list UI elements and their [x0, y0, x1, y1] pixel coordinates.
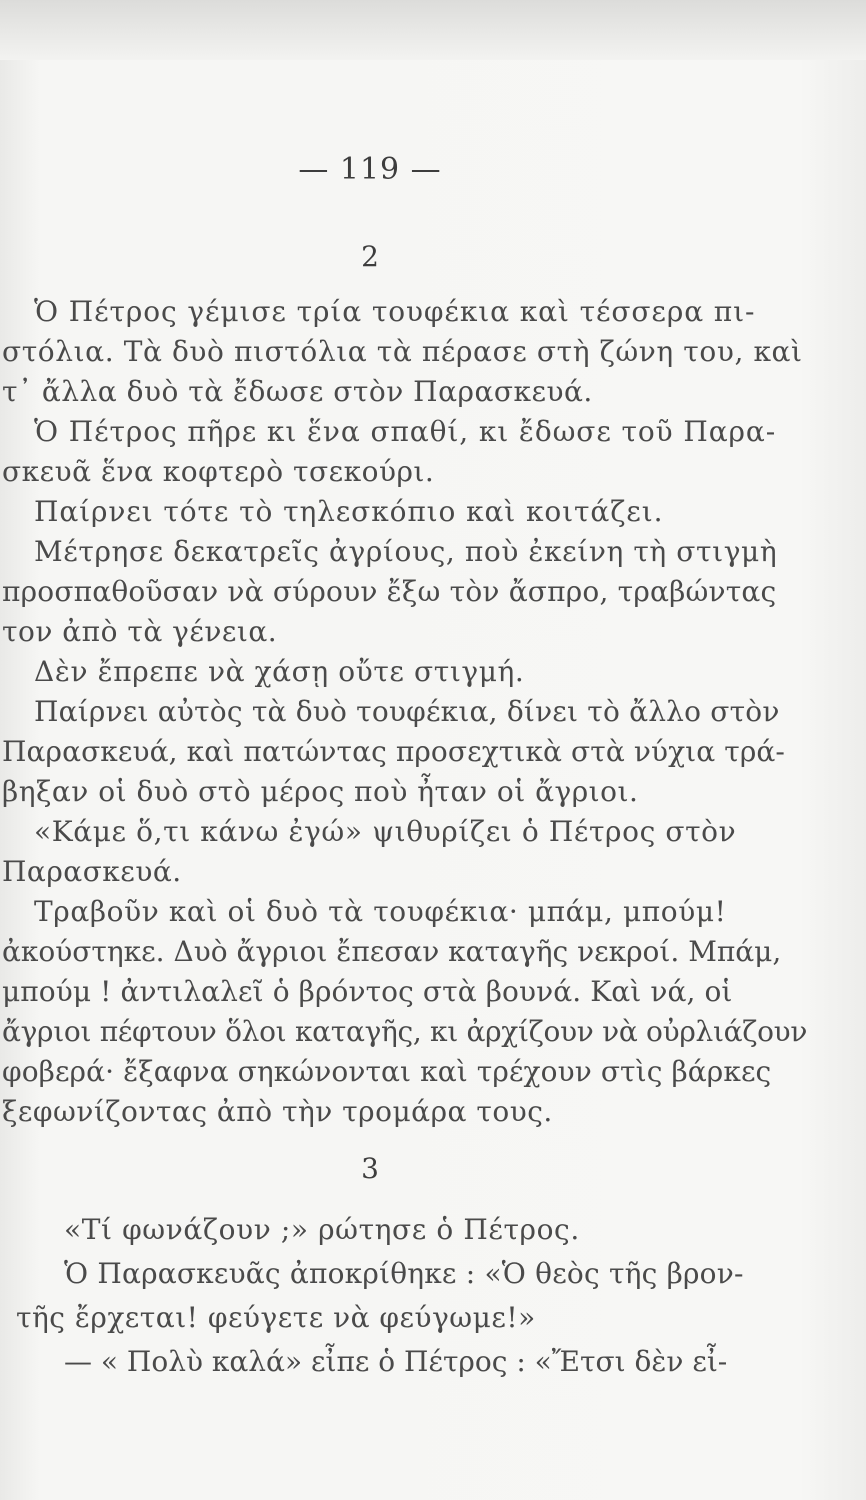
text-line: Παρασκευά, καὶ πατώντας προσεχτικὰ στὰ νύχια τρά-	[2, 735, 785, 768]
text-line: ἀκούστηκε. Δυὸ ἄγριοι ἔπεσαν καταγῆς νεκροί. Μπάμ,	[2, 935, 782, 968]
text-line: σκευᾶ ἕνα κοφτερὸ τσεκούρι.	[2, 455, 435, 488]
page-top-edge	[0, 0, 866, 60]
text-line: Παρασκευά.	[2, 855, 182, 888]
text-line: Δὲν ἔπρεπε νὰ χάσῃ οὔτε στιγμή.	[34, 655, 525, 688]
text-line: Παίρνει τότε τὸ τηλεσκόπιο καὶ κοιτάζει.	[34, 495, 664, 528]
text-line: Ὁ Παρασκευᾶς ἀποκρίθηκε : «Ὁ θεὸς τῆς βρον-	[64, 1257, 744, 1290]
text-line: Ὁ Πέτρος γέμισε τρία τουφέκια καὶ τέσσερα πι-	[34, 295, 756, 328]
text-line: τον ἀπὸ τὰ γένεια.	[2, 615, 278, 648]
text-line: τ᾽ ἄλλα δυὸ τὰ ἔδωσε στὸν Παρασκευά.	[2, 375, 593, 408]
page-number: — 119 —	[298, 152, 442, 187]
text-line: Τραβοῦν καὶ οἱ δυὸ τὰ τουφέκια· μπάμ, μπούμ!	[34, 895, 727, 928]
text-line: Μέτρησε δεκατρεῖς ἀγρίους, ποὺ ἐκείνη τὴ στιγμὴ	[34, 535, 778, 568]
section-heading-3: 3	[361, 1152, 379, 1185]
text-line: «Κάμε ὅ,τι κάνω ἐγώ» ψιθυρίζει ὁ Πέτρος στὸν	[34, 815, 737, 848]
text-line: προσπαθοῦσαν νὰ σύρουν ἔξω τὸν ἄσπρο, τραβώντας	[2, 575, 777, 608]
text-line: Ὁ Πέτρος πῆρε κι ἕνα σπαθί, κι ἔδωσε τοῦ Παρα-	[34, 415, 777, 448]
text-line: Παίρνει αὐτὸς τὰ δυὸ τουφέκια, δίνει τὸ ἄλλο στὸν	[34, 695, 780, 728]
text-line: ἄγριοι πέφτουν ὅλοι καταγῆς, κι ἀρχίζουν νὰ οὐρλιάζουν	[2, 1015, 808, 1048]
text-line: — « Πολὺ καλά» εἶπε ὁ Πέτρος : «Ἔτσι δὲν εἶ-	[64, 1345, 728, 1378]
text-line: φοβερά· ἔξαφνα σηκώνονται καὶ τρέχουν στὶς βάρκες	[2, 1055, 772, 1088]
text-line: μπούμ ! ἀντιλαλεῖ ὁ βρόντος στὰ βουνά. Καὶ νά, οἱ	[2, 975, 733, 1008]
text-line: «Τί φωνάζουν ;» ρώτησε ὁ Πέτρος.	[64, 1213, 580, 1246]
text-line: ξεφωνίζοντας ἀπὸ τὴν τρομάρα τους.	[2, 1095, 553, 1128]
text-line: βηξαν οἱ δυὸ στὸ μέρος ποὺ ἦταν οἱ ἄγριοι.	[2, 775, 639, 808]
text-line: στόλια. Τὰ δυὸ πιστόλια τὰ πέρασε στὴ ζώνη του, καὶ	[2, 335, 803, 368]
text-line: τῆς ἔρχεται! φεύγετε νὰ φεύγωμε!»	[16, 1301, 536, 1334]
section-heading-2: 2	[361, 240, 379, 273]
